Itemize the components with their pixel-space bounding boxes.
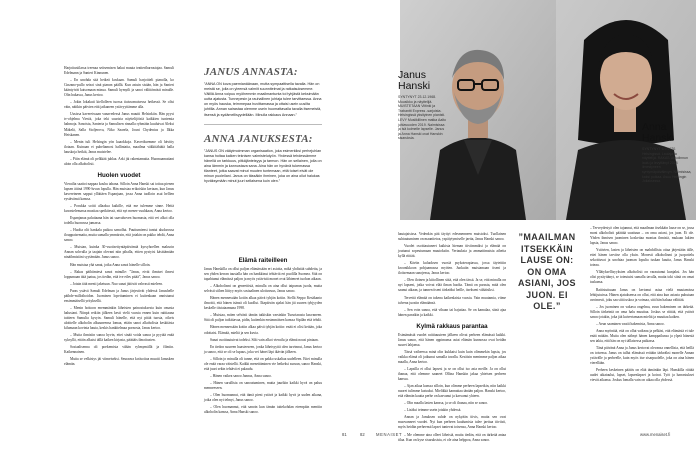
- column-2: [204, 252, 322, 417]
- section-heading: Huolen vuodet: [97, 171, 141, 179]
- caption-janus-first-name: Janus: [398, 69, 427, 81]
- paragraph: – Olen iloinen ja kiitollinen siitä, että olen tässä. Ja se, että minulla on nyt lapseni, jotka voivat elää ilman huolta. Tämä on parasta, mitä olen saanut aikaan, ja tunnen itseni tärkeäksi heille, itsekseni vähäisiksi.: [398, 278, 506, 293]
- caption-janus: [398, 70, 446, 141]
- paragraph: – Käviin kuluoksen vuosiä psykoterapiassa, jossa täytettiin kroonikkoon pohjaamassa myöten. Juokaiin muistamaan itseni ja iloitsemaan sanojensa, Janus kertoo.: [398, 261, 506, 276]
- paragraph: Harjoitustilassa treenaa seitsemisen hakui muuta teatteriharrastajaa. Samuli Edelmann ja Santeri Kinnunen.: [64, 66, 174, 76]
- photo-anna-hanski: [556, 0, 696, 220]
- section-heading: Kylmä rakkaus parantaa: [416, 322, 488, 330]
- paragraph: – Me olemme aina olleet läheisiä, mutta tiedän, että on tärkeää antaa tilaa. Kun on kyse sisaruksista, ei ole aina helppoa, Anna sanoo.: [398, 432, 506, 442]
- column-4: [590, 226, 694, 385]
- paragraph: – En unohda sitä hetkeä koskaan. Samuli harjoitteli pianolla, ko Cinzano-pullo seisoi sinä pianon päällä. Kun astuin sisään, hän ja Santeri kääntyivät katsomaan minua. Samuli hymyili ja sanoi välittömästi minulle. Olin hukassa, Janus kertoo.: [64, 78, 174, 98]
- paragraph: – Mutta ihmisiin sanoa hyvin, ettei sinää voida sanoa ja pyytää enää syksyllä, ettäin alkaisi tällä kaiken kirjasta, päättäis ilmoitusten.: [64, 333, 174, 343]
- magazine-name: MENAISET: [376, 432, 403, 437]
- paragraph: – Ajan aikaa kanssa silloin, kun olimme perheen lapsetkin, niin kaikki nuoret tulimme kutsuksi. Mielikkä kannattaa tänään paljon. Hanski kertoo, että elämän kautta perhe on kasvanut ja kasvanut yhteen.: [398, 384, 506, 399]
- caption-janus-last-name: Hanski: [398, 80, 431, 92]
- paragraph: – Muistaa, miten selvästi tämän tutkiskin varsinkin Tururiarasta kasvaneen. Sitä oli paljon tutkittavaa, pidin, kuitenkin ensimmäisen kanssa Sipilän että tehdä.: [204, 313, 322, 323]
- paragraph: – Terveydestyö olen tajunnut, että maailman itsekkäin lause on se, jossa moni alkoholisti päättää suuttuun – on oma asiani, jos juon. Ei ole. Yhden ihmisen juominen koskettaa montaa ihmistä, mukaan lukien lapsia, Janus sanoo.: [590, 226, 694, 246]
- paragraph: – Hänen surullisia on sanoutuminen, mutta juurikin kaikki hyvä on paluu menneeseen.: [204, 380, 322, 390]
- paragraph: – Piiin elämä oli pelkkää juhlaa. Arki jäi rakentamatta. Huomaamattani aloin olla alkoholisti.: [64, 156, 174, 166]
- paragraph: – Jos juominen on vakava ongelma, avun hakeminen on tärkeää. Silloin tärkeintä on oma halu muuttua. Joskus se riittää, että ystävä sanoo jotakin, joka jää kaivertamaan mieltä ja muuttaa kaiken.: [590, 304, 694, 319]
- paragraph: Ystävien, lasten ja läheisten on mahdollista ottaa järjestään tälle, ettei hänen tarvitse olla yksin. Monesti alkoholismi ja juopottelu sekoittuvat ja unohtaa juoman lopulta tuskan kautta, Janus Hanski toteaa.: [590, 248, 694, 268]
- caption-anna-text: SYNTYNYT 6.9.1970. Helsingissä. Laulaja ja näyttelijä. RAKAS Ukkolinnun laulu ja levyttänyt 2018 ilmestyneen syntymäpäivälevyn. Naimisissa, kaksi poikaa. Asuu Helsingin Jollaksessa.: [642, 147, 692, 184]
- caption-anna-first-name: Anna: [642, 121, 667, 133]
- paragraph: – Lisäksi teimme usein jotakin yhdessä.: [404, 408, 462, 413]
- caption-anna-last-name: Hanski: [642, 132, 675, 144]
- paragraph: Paras ystävä Samuli Edelman ja Janus järjestivät yhdessä Janushelle päihde-milloihoidon. Juominen lopettuminen ei kuitenkaan onnistunut ensimmäisellä yrityksellä.: [64, 288, 174, 303]
- paragraph: Hän muistaa yhä sanat, jotka Anna sanoi hänelle silloin.: [70, 262, 151, 267]
- paragraph: En tiedon suureen haasteeseen, jonka läheisyyttä olen tarvinnut, Janus kertoo ja sanoo, että se oli se lupaus, joka vei hänet läpi ikävän jälkeen.: [204, 344, 322, 354]
- paragraph: Uusissa kavereissaan vanavedessä Janus muutti Helsinkiin. Hän pyysi tv-ohjelma Viestit, joka teki suurista näyttelijöistä kaikkien tuntemia hahmoja. Sanoista, Santeria ja Samulisen rinnalla ryhmään kuuluivat Aleksi Mäkelä, Salla Stoljerova, Niko Saarela, Jouni Chydenius ja Ilkka Heiskanen.: [64, 112, 174, 137]
- paragraph: Tässä vaiheessa minä olin kukkaisi kuin kuin olimmekin lapsia, jos vaikka elämä oli jatkunut samalla tavalla. Kesäisin menimme paljon aikaa maalla, Anna kertoo.: [398, 349, 506, 364]
- page-number-left: 81: [342, 432, 347, 437]
- paragraph: Vuodet osoittautuneet kaikista hieman tiiviimmiksi ja elämää on joutunut sopeutumaan muutoksiin. Vertauksia ja ammattimaisia aiheita kyllä riittää.: [398, 244, 506, 259]
- paragraph: Hänen mennessään kotiin alkaa päivä tyhjän kotiin: enää ei olisi ketään, joka odottaisi. Elämää, mieltä ja sen kuvia.: [204, 325, 322, 335]
- janus-on-anna-title: JANUS ANNASTA:: [204, 66, 298, 78]
- paragraph: Sanat osoittautuivat todeksi. Silti vain alkoi vierailu ja elämä nousi pintaan.: [210, 337, 319, 342]
- paragraph: Esimämästä vuodet raittiuuuteen jälkeen olivat perheen elämässä kaikki. Janus sanoo, että hänen oppimansa asiat elämän kunnossa ovat heidän suuret lahjansa.: [398, 332, 506, 347]
- paragraph: – Jokin lokakuti kiellolleen tuossa tiaissomaisessa hetkessä. Se olisi väin, näitkin päivien että jatkaneen ystävyyttämme alla.: [64, 100, 174, 110]
- portrait-anna-image: [556, 0, 696, 220]
- paragraph: – Silloin jo minulla oli tunne, että on pakko uskaltaa uudelleen. Ettei minulla ole enää varaa väistellä. Kaikki menettäminen vie hetkeksi suruun, sanoo Hanski, että juuri sekin tehtävä ei palaudu.: [204, 356, 322, 371]
- anna-on-janus-title: ANNA JANUKSESTA:: [204, 132, 313, 145]
- paragraph: – Menin tuli Helsingin yön kaaokkoja. Kaveriksemme oli hävitty ilotaan. Kuinaan ei puheltamosi hallintatta, maailma väkkitähtäiä halla hauskoja hetkiä, Janus muistelee.: [64, 139, 174, 154]
- paragraph: hautajaisissa. Vedenkin pää täyttyi edesmenneen muistoksi. Tuollainen suhtautuminen on maantietoa, yspäiytymiselle jaetta, Janus Hanski sanoo.: [398, 232, 506, 242]
- section-heading: Elämä raiteilleen: [238, 257, 288, 264]
- divider: [204, 124, 322, 125]
- paragraph: Yllätyksellisyyksien alkoholisti on varautunut kunjaksi. Jos hän olisi pysäyttänyt, se toteutuisi samalla tavalla, mutta toki siinä on omat tuskansa.: [590, 270, 694, 285]
- anna-on-janus-text: ”JANUS ON vääyimoimman organisaation, joka esimerkiksi perhejuhlan kansa hoitaa kaiken teknisen valmistelutyön. Yhdessä tehdessämme hänellä on tarkkuus, pitkäjänteisyys ja tarmon. Hän on sellainen, jolla on aina lämmin ja kannustava sana. Aina hän on hyvänä tukemassa tilanteet, jotka saavat minut muuten tuntemaan, että toiset eivät ole minun puolellani. Janus on tässäkin ihminen, joka on aina ollut halukas hyväksymään minut juuri sellaisena kuin olen.”: [204, 148, 322, 184]
- paragraph: – Olin maalla lasten kanssa, ja se oli ihanaa, niin se sanoo.: [404, 401, 489, 406]
- paragraph: Perheen keskeinen päätös on elää tämänkin läpi. Hanskilla riittää uudet aikataulut, lapset, lapsenlapset ja koirat. Työt ja harrastukset vievät aikansa. Joskus lomalla vain on aikaa olla yhdessä.: [590, 368, 694, 383]
- page-number-right: 82: [360, 432, 365, 437]
- column-3: [398, 232, 506, 445]
- paragraph: – Menin hoitoon enemmänkin läheisten painostuksesta kuin omasta halustani. Niinpä retkiin jälkeen kesti vielä vuosia ennen kuin raittiaana taitteen Samulia kysyin. Samuli hänelle, että nyt pitää tuosta, oikeis aloittelle alkoholin alkuuneensa lomaa, ettäin sanoi alkoholista keskitästa kilumaan kovinta hauta, keskis hankitelmaa pornosta, Janus kertoo.: [64, 305, 174, 331]
- paragraph: Tänä päivänä Anna ja Janus kertovat olevansa onnellisia, että heillä on toisensa. Janus on tullut elämässä erittäin tärkeäksi monelle Annan ystävälle ja perheelle, kuin myös itse sisarpuolelle, joka on aina hänen vierellään.: [590, 345, 694, 366]
- paragraph: Mutta se velkistys jäi viimeiseksi. Seuraava kotisoitoa muutti Janusken elämän.: [64, 357, 174, 367]
- caption-anna: [642, 122, 692, 184]
- paragraph: – Hänen vaikea sanoo Jannus, Anna sanoo.: [210, 373, 272, 378]
- paragraph: – Jotain tätä menti jaketuun. Nuo sanat jättivät vahvasti mieleen.: [70, 281, 163, 286]
- paragraph: – Muistan, kuinka 30-vuotisettyntäpäivämiä kyrsyhoellen maksoin Annan sohvalla ja taajain olevani niin pihalla, ettien pystyisi käsittämään ninäihmisiäni syytämään. Janus sanoo.: [64, 245, 174, 260]
- paragraph: Sosiaalisenna oli poekemista vähän ryhmymällä ja filmiin. Kaikennainen.: [64, 345, 174, 355]
- paragraph: – Avun saaminen vaatii hakemista, Anna sanoo.: [596, 321, 665, 326]
- paragraph: Annan ja Januksen suhde on nykyään tiivis, mutta sen ovat muovanneet vuodet. Nyt kun perheen kuulumisia tulee jaettua tiiviisti, myös heidän perheensä lapset tuntevat toisensa, Anna Hanski kertoo.: [398, 415, 506, 430]
- paragraph: – Porukka soitti allaaksa kaikille, että me tulemme sinne. Heitä kuvastelemassa mustiaa spetkitessä, että nyt menee vuuhkaan, Anna kertoo.: [64, 204, 174, 214]
- paragraph: Vierailta saattoi nappaa kouhu tabana. Silloin Anna Hanski sai tottua pienen lapsen äitinä 1990-luvun lopulla. Hän muistaa erikoiskin kertaan, kun Janus kavereineen sappui yllättäen Espanjaan, jossa Anna tuolloin asui hellien eystävänsä kanssa.: [64, 181, 174, 201]
- caption-janus-text: SYNTYNYT 23.12.1968. Muusikko ja näyttelijä. MUISTETAAN Viitinki ja Trabantti Express -sarjoista. Helsingissä yksityinen pianisti. LEVY Musiikillinen matka Aalto juhlavuoden 2019. Naimisissa ja isä kolmelle lapselle. Janus ja Anna Hanski ovat Hanskin sisaruksia.: [398, 95, 446, 141]
- paragraph: – Alkoholismi on geneettistä, minulla on aina ollut taipumus juoda, mutta selvästi siihen liittyy myös sosiaalinen ulottuvuus, Janus sanoo.: [204, 284, 322, 294]
- sidebar-quotes: [204, 66, 322, 184]
- pull-quote: ”MAAILMAN ITSEKKÄIN LAUSE ON: ON OMA ASIANI, JOS JUON. EI OLE.”: [518, 232, 576, 311]
- paragraph: – Rakas päihiimiesä sanoi minulle: ”Janus, eivät ihmiset ilmesi loppumaan tätä jaatua, jos tiedän, että ive eiles pitää”, Janus sanoo.: [64, 269, 174, 279]
- paragraph: Hänen mennessään kotiin alkaa päivä tyhjän kotiin. Siellä Seppo Kesäkanto ilmoitti, että hänen isänsä oli kuollut. Iltapäivän ajaksi hän jäi suuren tyhjyyden keskelle tiistaiaamuna 1998.: [204, 296, 322, 311]
- janus-on-anna-text: ”ANNA ON kova paemianäänaan, mutta sympaattisella tavalla. Hän on meistä se, jolla on yleensä valmiit suunnitelmat ja ratkaisuksemme. Välillä Anna voipuu myöhemmin maailmantunta toi tyhjästä keksimään uutta ajatusta. Tunnepesin ja rauhallinen juhtaja tulee tarvittaessa. Anna on myös hauska, teimmepaa huvittamassa ja ottaisi usein uusilta juhtilla. Annan sairastaa olemme usein huomattavalla tavalla itsemeistä, itsensä ja sydämellisyydellään. Minulla rakkaus Annaan.”: [204, 82, 322, 117]
- paragraph: Tervettä elämää on tukena kaikenlaisia vuosia. Vain muutamia, viime talvena juostin elämäänsä.: [398, 295, 506, 305]
- paragraph: – Olen huomannut, että sanoin kun tämän taitekohdan eteenpäin mentiin alkoholin kanssa, Anna Hanski sanoo.: [204, 405, 322, 415]
- paragraph: Raitistuttuaan Janus on kertonut asiaa vielä muutamissa lehtijutuissa. Hänen ajatuksensa on ollut, että aina kun asiasta puhutaan avoimesti, joku saa siitä uskoa ja voimaa, sitä hän haluaa välittää.: [590, 287, 694, 302]
- paragraph: – Huolta olit hankala paikoa samollut. Puuttumiensi tuntui aludarossa ilouppaisemaita, mutta samalla ymmärsin, että jotakin on pakko tehdä, Anna sanoo.: [64, 228, 174, 243]
- column-1: [64, 66, 174, 369]
- paragraph: – Sen voin sanoa, että vihaan tai hajuttaa. Se on kamalaa, siinä ajaa hänen paratkin ja kaikki.: [398, 307, 506, 317]
- paragraph: Espanjanaa paluttaana hän tai saavuhoven huomasta, että vei alkoi olla todella huonossa jamassa.: [64, 216, 174, 226]
- paragraph: Janus Hanskilla on ollut paljon elämässään eri asioita, mikä yhdistää suhdetta, ja sen yhden kerran taustalla hän on hankkinut tehtäviä eri puolilla Suomea. Sitä on tapahtunut elämässä paljon ja myös ystävistä monet ovat lähteneet tuohon aikaan.: [204, 267, 322, 282]
- paragraph: – Lapsilla ei ollut lapsesi ja se on ollut iso asia meille. Ja on ollut ihanaa, että olemme saaneet Ollina Hanskin jakaa yhteisen perheen kanssa.: [398, 366, 506, 382]
- paragraph: Anna myöntää, että on ollut vaikeaa ja pelkäsi, että elämästä ei tule enää mitään. Mutta olen nähnyt hänen kamppailunsa ja ylpeä hänestä sen takia, että hän on nyt tällaisessa paikassa.: [590, 328, 694, 343]
- website: www.menaiset.fi: [640, 432, 671, 437]
- paragraph: – Olen huomannut, että tämä pieni ystävä ja kaikki hyvä ja uuden aikana, jotka olen nyt tehnyt, Janus sanoo.: [204, 392, 322, 403]
